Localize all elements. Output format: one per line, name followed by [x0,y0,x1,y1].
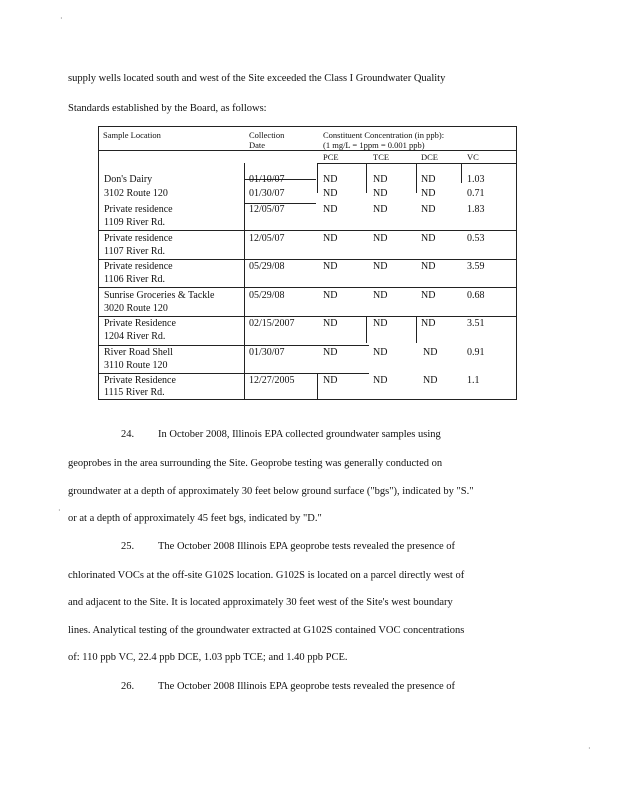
cell-pce: ND [323,174,338,185]
header-concentration: Constituent Concentration (in ppb): [323,130,445,140]
cell-location: Don's Dairy [104,174,153,185]
cell-date: 01/10/07 [249,174,285,185]
cell-pce: ND [323,318,338,329]
cell-dce: ND [423,375,438,386]
cell-location: Sunrise Groceries & Tackle [104,290,215,301]
cell-date: 01/30/07 [249,347,285,358]
scan-speck: · [60,14,63,23]
cell-location: River Road Shell [104,347,173,358]
tce-column-line [366,163,367,193]
paragraph-24-line: geoprobes in the area surrounding the Site. Geoprobe testing was generally conducted on [68,458,443,469]
header-collection: Collection [249,130,285,140]
cell-tce: ND [373,174,388,185]
cell-address: 1204 River Rd. [104,331,166,342]
cell-tce: ND [373,188,388,199]
cell-dce: ND [421,290,436,301]
sample-results-table [98,126,517,400]
cell-pce: ND [323,188,338,199]
row-rule [99,316,516,317]
row-rule [99,259,516,260]
scan-speck: · [588,744,591,753]
cell-date: 12/05/07 [249,204,285,215]
tce-column-line-lower [366,317,367,343]
cell-dce: ND [421,233,436,244]
cell-tce: ND [373,375,388,386]
cell-tce: ND [373,347,388,358]
paragraph-24-line: or at a depth of approximately 45 feet bgs, indicated by "D." [68,513,322,524]
cell-date: 12/27/2005 [249,375,295,386]
row-rule [99,287,516,288]
cell-address: 1107 River Rd. [104,246,166,257]
vc-column-line [461,163,462,183]
cell-location: Private residence [104,233,173,244]
paragraph-25-line: and adjacent to the Site. It is located approximately 30 feet west of the Site's west boundary [68,597,453,608]
header-dce: DCE [421,152,438,162]
cell-pce: ND [323,233,338,244]
cell-tce: ND [373,318,388,329]
cell-address: 1106 River Rd. [104,274,166,285]
cell-vc: 3.59 [467,261,485,272]
cell-tce: ND [373,233,388,244]
cell-location: Private Residence [104,375,176,386]
paragraph-25-number: 25. [121,541,135,552]
cell-dce: ND [421,261,436,272]
date-column-line [244,163,245,399]
cell-pce: ND [323,347,338,358]
paragraph-24-line: groundwater at a depth of approximately 30 feet below ground surface ("bgs"), indicated by "S." [68,486,474,497]
cell-location: 3102 Route 120 [104,188,168,199]
cell-vc: 0.68 [467,290,485,301]
cell-vc: 0.91 [467,347,485,358]
paragraph-25-line: chlorinated VOCs at the off-site G102S location. G102S is located on a parcel directly west of [68,570,465,581]
cell-vc: 1.83 [467,204,485,215]
cell-pce: ND [323,204,338,215]
cell-vc: 1.03 [467,174,485,185]
header-sample-location: Sample Location [103,130,161,140]
header-pce: PCE [323,152,339,162]
cell-location: Private residence [104,261,173,272]
cell-date: 02/15/2007 [249,318,295,329]
cell-date: 12/05/07 [249,233,285,244]
cell-vc: 0.53 [467,233,485,244]
cell-address: 3110 Route 120 [104,360,168,371]
paragraph-26-line: The October 2008 Illinois EPA geoprobe tests revealed the presence of [158,681,456,692]
header-date: Date [249,140,266,150]
cell-dce: ND [421,204,436,215]
intro-line-1: supply wells located south and west of the Site exceeded the Class I Groundwater Quality [68,73,446,84]
header-vc: VC [467,152,479,162]
row-rule [99,230,516,231]
cell-pce: ND [323,261,338,272]
cell-date: 01/30/07 [249,188,285,199]
header-conversion: (1 mg/L = 1ppm = 0.001 ppb) [323,140,425,150]
header-rule [99,150,516,151]
cell-address: 1109 River Rd. [104,217,166,228]
cell-date: 05/29/08 [249,290,285,301]
paragraph-24-number: 24. [121,429,135,440]
cell-date: 05/29/08 [249,261,285,272]
cell-dce: ND [423,347,438,358]
cell-tce: ND [373,204,388,215]
pce-column-line-lower [317,373,318,399]
cell-address: 1115 River Rd. [104,387,165,398]
cell-vc: 1.1 [467,375,480,386]
cell-location: Private residence [104,204,173,215]
cell-dce: ND [421,318,436,329]
paragraph-25-line: The October 2008 Illinois EPA geoprobe tests revealed the presence of [158,541,456,552]
dce-column-line [416,163,417,193]
intro-line-2: Standards established by the Board, as follows: [68,103,267,114]
cell-dce: ND [421,188,436,199]
scan-speck: · [58,506,61,515]
cell-vc: 3.51 [467,318,485,329]
paragraph-26-number: 26. [121,681,135,692]
cell-tce: ND [373,290,388,301]
cell-location: Private Residence [104,318,176,329]
dce-column-line-lower [416,317,417,343]
paragraph-24-line: In October 2008, Illinois EPA collected groundwater samples using [158,429,441,440]
cell-pce: ND [323,290,338,301]
row-rule [99,373,369,374]
row-rule [99,345,369,346]
paragraph-25-line: of: 110 ppb VC, 22.4 ppb DCE, 1.03 ppb TCE; and 1.40 ppb PCE. [68,652,348,663]
cell-dce: ND [421,174,436,185]
cell-tce: ND [373,261,388,272]
cell-pce: ND [323,375,338,386]
header-tce: TCE [373,152,390,162]
paragraph-25-line: lines. Analytical testing of the groundwater extracted at G102S contained VOC concentrations [68,625,465,636]
cell-address: 3020 Route 120 [104,303,168,314]
pce-column-line [317,163,318,193]
cell-vc: 0.71 [467,188,485,199]
